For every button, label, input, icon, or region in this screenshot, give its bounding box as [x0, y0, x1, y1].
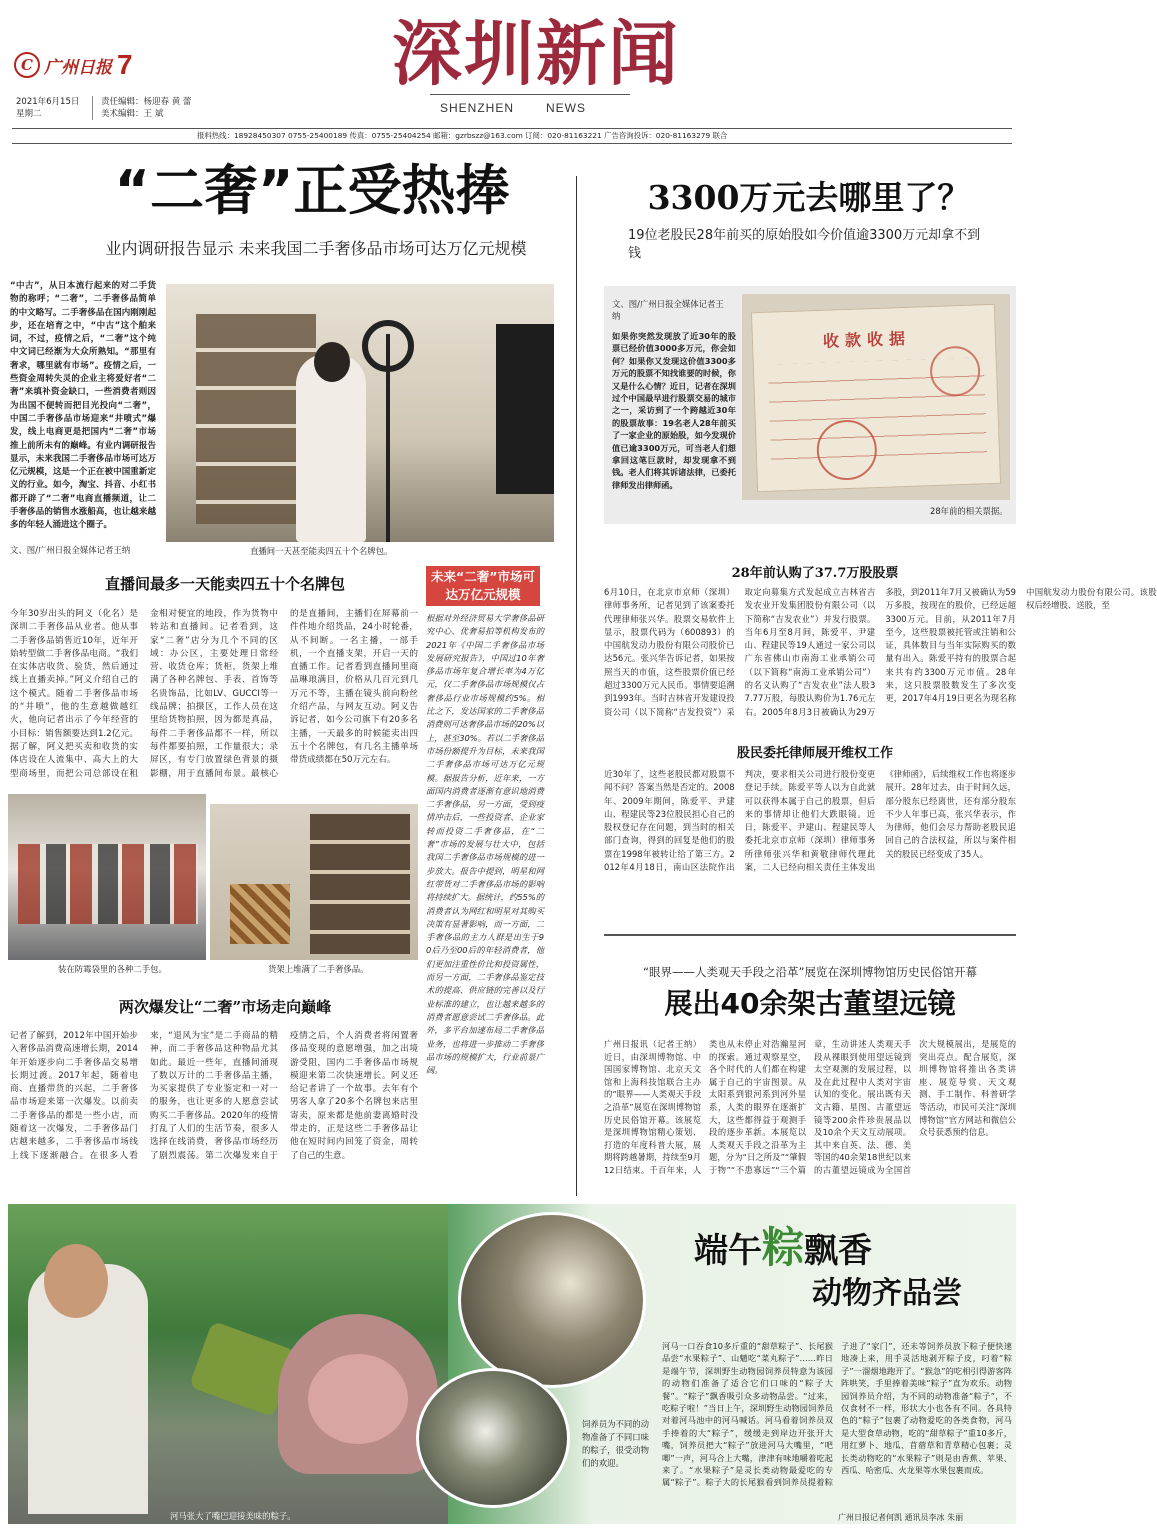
- paper-logo: [14, 48, 164, 82]
- receipt-paper: [751, 304, 1001, 492]
- story1-sidebar-title: 未来“二奢”市场可达万亿元规模: [431, 569, 535, 602]
- story2-subhead3: 股民委托律师展开维权工作: [736, 746, 893, 761]
- story4-photo-monkey1: [458, 1212, 646, 1388]
- story1-subhead3: 两次爆发让“二奢”市场走向巅峰: [118, 998, 332, 1016]
- section-title: 深圳新闻: [392, 12, 680, 95]
- hippo-mouth-inner: [308, 1354, 408, 1444]
- story4-headline-pre: 端午: [694, 1231, 762, 1271]
- story2-subhead: 19位老股民28年前买的原始股如今价值逾3300万元却拿不到钱: [628, 228, 981, 261]
- story1-photo-shelves: [210, 804, 418, 960]
- masthead: [0, 0, 1024, 128]
- story1-subhead: 业内调研报告显示 未来我国二手奢侈品市场可达万亿元规模: [105, 239, 527, 258]
- story4-headline-post: 飘香: [804, 1231, 873, 1271]
- story1-photo1-caption: 直播间一天甚至能卖四五十个名牌包。: [250, 546, 393, 556]
- section-en-left: SHENZHEN: [440, 101, 515, 115]
- story1-photo-bags: [8, 794, 206, 960]
- bags-rack: [18, 844, 198, 924]
- keeper-head: [44, 1244, 108, 1318]
- story1-photo3-caption: 货架上堆满了二手奢侈品。: [268, 964, 369, 974]
- story3-body: 广州日报讯（记者王纳）近日，由深圳博物馆、中国国家博物馆、北京天文馆和上海科技馆联合主办的“眼界——人类观天手段之沿革”展览在深圳博物馆历史民俗馆开幕。该展览是深圳博物馆精心策划、打造的年度科普大展，展期将跨越暑期，持续至9月12日结束。千百年来，人类也从未停止对浩瀚星河的探索。通过观察星空，各个时代的人们都在构建属于自己的宇宙图景。从太阳系到银河系到河外星系，人类的眼界在逐渐扩大，这些都得益于观测手段的逐步革新。本展览以人类观天手段之沿革为主题，分为“日之所及”“肇假于物”“不患寡远”“三个篇章，生动讲述人类观天手段从裸眼到使用望远镜到太空观测的发展过程，以及在此过程中人类对宇宙认知的变化。展出既有天文古籍、星图、古董望远镜等200余件珍贵展品以及10余个天文互动展项。其中来自英、法、德、美等国的40余架18世纪以来的古董望远镜成为全国首次大规模展出，是展览的突出亮点。配合展览，深圳博物馆将推出各类讲座、展览导赏、天文观测、手工制作、科普研学等活动，市民可关注“深圳博物馆”官方网站和微信公众号获悉预约信息。: [604, 1039, 1016, 1175]
- story4-caption-hippo: 河马张大了嘴巴迎接美味的粽子。: [170, 1511, 296, 1521]
- section-en-right: NEWS: [546, 101, 586, 115]
- story1-lead: “中古”，从日本流行起来的对二手货物的称呼；“二奢”，二手奢侈品简单的中文略写。二手奢侈品在国内刚刚起步，还在培育之中，“中古”这个舶来词，不过，疫情之后，“二奢”这个纯中文词已经渐为大众所熟知。“那里有奢求，哪里就有市场”。疫情之后，一些资金周转失灵的企业主将爱好者“二奢”来填补资金缺口，一些消费者则因为出国不便转而把目光投向“二奢”，中国二手奢侈品市场迎来“井喷式”爆发，线上电商更是把国内“二奢”市场推上前所未有的巅峰。有业内调研报告显示，未来我国二手奢侈品市场可达万亿元规模，这是一个正在被中国重新定义的行业。如今，淘宝、抖音、小红书都开辟了“二奢”电商直播频道，让二手奢侈品的销售水涨船高，也让越来越多的年轻人涌进这个圈子。: [10, 281, 156, 531]
- story2-photo-caption: 28年前的相关票据。: [930, 506, 1008, 516]
- section-en: [430, 94, 630, 120]
- story2-headline: 3300万元去哪里了？: [647, 178, 971, 217]
- story2-subhead2: 28年前认购了37.7万股股票: [731, 566, 899, 581]
- receipt-stamp: [816, 419, 878, 481]
- story4-body: 河马一口吞食10多斤重的“甜草粽子”、长尾猴品尝“水果粽子”、山魈吃“菜丸粽子”……昨日是端午节，深圳野生动物园饲养员特意为该园的动物们准备了适合它们口味的“粽子大餐”。“粽子”飘香吸引众多动物品尝。“过来，吃粽子啦！”当日上午，深圳野生动物园饲养员对着河马池中的河马喊话。河马看着饲养员双手捧着的大“粽子”，缓缓走到岸边开张开大嘴，饲养员把大“粽子”放进河马大嘴里，“吧唧”一声，河马合上大嘴，津津有味地嚼着吃起来了。“水果粽子”是灵长类动物最爱吃的专属“粽子”。粽子大的长尾猴看到饲养员提着粽子进了“家门”，还未等饲养员放下粽子便快速地凑上来，用手灵活地剥开粽子皮，叼着“粽子”一溜烟地跑开了。“猴急”的吃相引得游客阵阵哄笑，手里捧着美味“粽子”直为欢乐。动物园饲养员介绍，为不同的动物准备“粽子”，不仅食材不一样，形状大小也各有不同。各具特色的“粽子”包裹了动物爱吃的各类食物，河马是大型食草动物，吃的“甜草粽子”重10多斤，用红萝卜、地瓜、苜蓿草和青草精心包裹；灵长类动物吃的“水果粽子”则是由香蕉、苹果、西瓜、哈密瓜、火龙果等水果包裹而成。: [662, 1341, 1012, 1488]
- story1-body2: 记者了解到，2012年中国开始步入奢侈品消费高速增长期，2014年开始逐步向二手奢侈品交易增长期过渡。2017年起，随着电商、直播带货的兴起，二手奢侈品市场迎来第一次爆发。以前卖二手奢侈品的都是一些小店，而随着这一次爆发，二手奢侈品门店越来越多，二手奢侈品市场线上线下逐渐融合。在很多人看来，“退风为宝”是二手商品的精神，而二手奢侈品这种物品尤其如此。最近一些年，直播间涌现了数以万计的二手奢侈品主播，为买家提供了专业鉴定和一对一的服务，也让更多的人愿意尝试购买二手奢侈品。2020年的疫情打乱了人们的生活节奏，很多人选择在线消费，奢侈品市场经历了剧烈震荡。第二次爆发来自于疫情之后，个人消费者将闲置奢侈品变现的意愿增强，加之出境游受阻，国内二手奢侈品市场规模迎来第二次快速增长。阿义还给记者讲了一个故事。去年有个男客人拿了20多个名牌包来店里寄卖，原来都是他前妻离婚时没带走的，正是这些二手奢侈品让他在短时间内回笼了资金，周转了自己的生意。: [10, 1031, 418, 1161]
- story4-byline: 广州日报记者何凯 通讯员李冰 朱丽: [838, 1513, 964, 1522]
- receipt-title: 收款收据: [822, 328, 912, 351]
- story3-top-rule: [604, 934, 1016, 936]
- story2-byline: 文、图/广州日报全媒体记者王纳: [612, 299, 724, 321]
- gucci-box: [230, 884, 290, 944]
- editors-block: [92, 96, 191, 120]
- story2-photo-receipt: [742, 294, 1010, 500]
- weekday: 星期二: [16, 109, 42, 119]
- story3-kicker: “眼界——人类观天手段之沿革”展览在深圳博物馆历史民俗馆开幕: [643, 965, 977, 979]
- ring-light: [362, 320, 414, 372]
- presenter-head: [314, 342, 350, 382]
- story1-photo2-caption: 装在防霉袋里的各种二手包。: [58, 964, 167, 974]
- presenter: [296, 354, 366, 542]
- paper-logo-icon: C: [14, 52, 40, 78]
- story1-headline: “二奢”正受热捧: [114, 159, 510, 222]
- shelves: [310, 814, 410, 954]
- page-number: 7: [117, 49, 133, 80]
- monitor: [496, 324, 554, 494]
- story3-headline: 展出40余架古董望远镜: [664, 987, 956, 1020]
- editors-line1: 责任编辑：杨迎春 黄 蕾: [101, 97, 192, 107]
- story4-caption-monkey: 饲养员为不同的动物准备了不同口味的粽子，很受动物们的欢迎。: [582, 1419, 649, 1468]
- story1-sidebar-body: 根据对外经济贸易大学奢侈品研究中心、优奢易拍等机构发布的2021年《中国二手奢侈品市场发展研究报告》，中国过10年奢侈品市场年复合增长率为4万亿元，仅二手奢侈品市场规模仅占奢侈品行业市场规模约5%。相比之下，发达国家的二手奢侈品消费则可达奢侈品市场的20%以上，甚至30%。若以二手奢侈品市场份额提升为目标，未来我国二手奢侈品市场可达万亿元规模。据报告分析，近年来，一方面国内消费者逐渐有意识地消费二手奢侈品，另一方面，受到疫情冲击后，一些投资者、企业家转而投资二手奢侈品，在“二奢”市场的发展与壮大中，包括我国二手奢侈品市场规模的进一步放大。报告中提到，明星和网红带货对二手奢侈品市场的影响将持续扩大。据统计，约55%的消费者认为网红和明星对其购买决策有显著影响，而一方面，二手奢侈品的主力人群是出生于90后乃至00后的年轻消费者，他们更加注重性价比和投资属性，而另一方面，二手奢侈品鉴定技术的提高、供应链的完善以及行业标准的建立，也让越来越多的消费者愿意尝试二手奢侈品。此外，多平台加速布局二手奢侈品业务，也将进一步推动二手奢侈品市场的规模扩大，行业前景广阔。: [426, 613, 545, 1076]
- story2-lead: 如果你突然发现放了近30年的股票已经价值3000多万元，你会如何？如果你又发现这价值3300多万元的股票不知找谁要的时候，你又是什么心情？近日，记者在深圳过个中国最早进行股票交易的城市之一，采访到了一个跨越近30年的股票故事：19名老人28年前买了一家企业的原始股，如今发现价值已逾3300万元，可当老人们想拿回这笔巨款时，却发现拿不到钱。老人们将其诉诸法律，已委托律师发出律师函。: [612, 331, 736, 490]
- story2-body1: 6月10日，在北京市京师（深圳）律师事务所，记者见到了该案委托代理律师张兴华。股票交易软件上显示，股票代码为（600893）的中国航发动力股份有限公司股价已达56元。张兴华告诉记者，如果按照当天的市值，这些股票价值已经超过3300万元人民币。事情要追溯到1993年。当时吉林省开发建设投资公司（以下简称“吉发投资”）采取定向募集方式发起成立吉林省吉发农业开发集团股份有限公司（以下简称“吉发农业”）并发行股票。当年6月至8月间，陈爱平、尹建山、程建民等19人通过一家公司以广东省佛山市南海工业承销公司（以下简称“南海工业承销公司”）的名义认购了“吉发农业”法人股37.77万股，每股认购价为1.76元左右。2005年8月3日被确认为29万多股，到2011年7月又被确认为59万多股，按现在的股价，已经远超3300万元。目前，从2011年7月至今，这些股票被托管或注销和公证，具体数目与当年实际购买的数量有出入。陈爱平持有的股票合起来共有约3300万元市值。28年来，这只股票股数发生了多次变更，2017年4月19日更名为现名称中国航发动力股份有限公司。该股权后经增股、送股，至: [604, 587, 1157, 717]
- date-block: [16, 96, 79, 120]
- paper-name: 广州日报: [44, 57, 112, 78]
- column-divider: [576, 176, 577, 1196]
- story2-body2: 近30年了，这些老股民都对股票不闻不问？答案当然是否定的。2008年、2009年期间，陈爱平、尹建山、程建民等23位股民担心自己的股权登记存在问题，到当时的相关部门查询，得到的回复是他们的股票在1998年被转让给了第三方。2012年4月18日，南山区法院作出判决，要求相关公司进行股份变更登记手续。陈爱平等人以为自此就可以获得本属于自己的股票，但后来的事情却让他们大跌眼镜。近日，陈爱平、尹建山、程建民等人委托北京市京师（深圳）律师事务所律师张兴华和黄敬律师代理此案，二人已经向相关责任主体发出《律师函》，后续维权工作也将逐步展开。28年过去，由于时间久远，部分股东已经离世，还有部分股东不少人年事已高，张兴华表示，作为律师，他们会尽力帮助老股民追回自己的合法权益，所以与案件相关的股民已经变成了35人。: [604, 769, 1016, 873]
- story1-body1: 今年30岁出头的阿义（化名）是深圳二手奢侈品从业者。他从事二手奢侈品销售近10年，近年开始转型做二手奢侈品电商。“我们在实体店收货、验货，然后通过线上直播卖掉。”阿义介绍自己的这个模式。随着二手奢侈品市场的“井喷”，他的生意越做越红火，他向记者出示了今年经营的小目标：销售额要达到1.2亿元。据了解，阿义把买卖和收货的实体店设在人流集中、高大上的大型商场里，而把公司总部设在租金相对便宜的地段，作为货物中转站和直播间。记者看到，这家“二奢”店分为几个不同的区域：办公区，主要处理日常经营、收货仓库；货柜，货架上堆满了各种名牌包、手表、首饰等名贵饰品，比如LV、GUCCI等一线品牌；拍摄区，工作人员在这里给货物拍照，因为都是真品，每件二手奢侈品都不一样，所以每件都要拍照，工作量很大；录屏区，有专门放置绿色背景的摄影棚，用于直播间布景。最核心的是直播间，主播们在屏幕前一件件地介绍货品，24小时轮番，从不间断。一名主播，一部手机，一个直播支架，开启一天的直播工作。记者看到直播间里商品琳琅满目，价格从几百元到几万元不等，主播在镜头前向粉丝介绍产品，与网友互动。阿义告诉记者，如今公司旗下有20多名主播，一天最多的时候能卖出四五十个名牌包，有几名主播单场带货成绩都在50万元左右。: [10, 609, 418, 779]
- contact-bar: 报料热线：18928450307 0755-25400189 传真：0755-25404254 邮箱：gzrbszz@163.com 订阅：020-81163221 广告咨询投诉：020-81163279 联合: [12, 128, 1012, 144]
- story4-photo-monkey2: [416, 1368, 570, 1508]
- story1-byline: 文、图/广州日报全媒体记者王纳: [10, 545, 131, 555]
- date: 2021年6月15日: [16, 97, 80, 107]
- story4-headline-line2: 动物齐品尝: [812, 1276, 962, 1311]
- story4-headline-line1: [694, 1223, 1014, 1273]
- story1-subhead2: 直播间最多一天能卖四五十个名牌包: [104, 575, 345, 593]
- story4-headline-accent: 粽: [762, 1223, 805, 1272]
- story1-photo-livestream: [166, 284, 554, 542]
- editors-line2: 美术编辑：王 斌: [101, 109, 164, 119]
- story4-photo-hippo: [8, 1204, 448, 1524]
